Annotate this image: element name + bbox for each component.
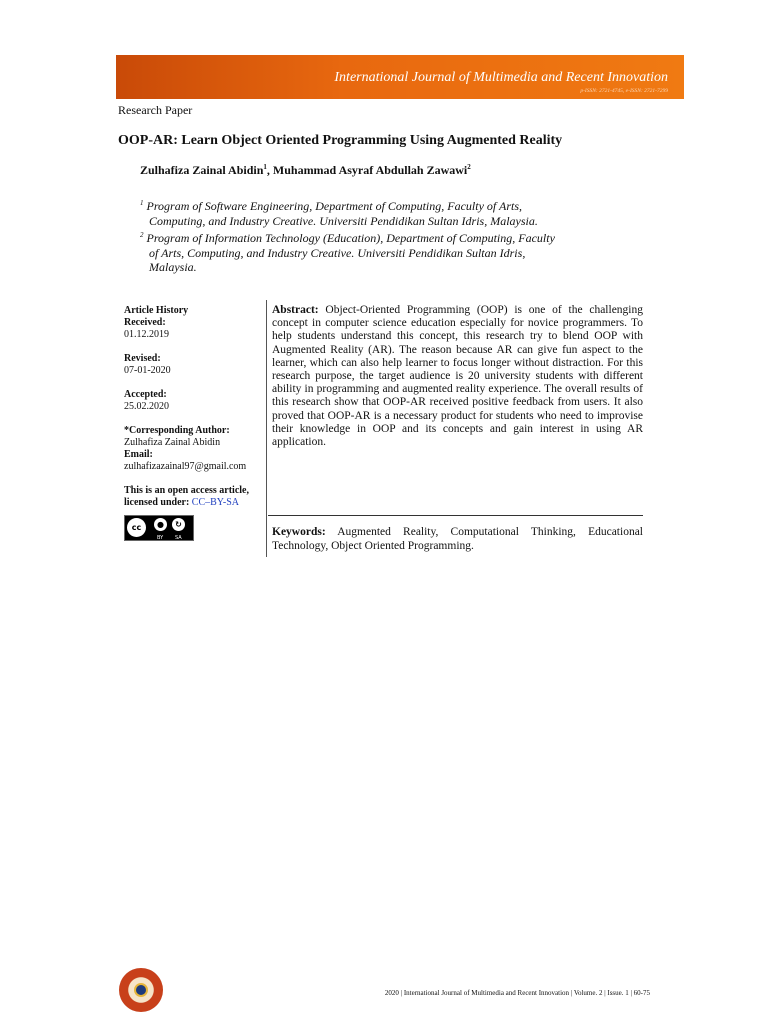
revised-date: 07-01-2020: [124, 365, 171, 376]
affiliation-2: [140, 228, 598, 275]
cc-by-sa-badge[interactable]: [124, 515, 194, 541]
abstract-label: Abstract:: [272, 304, 319, 316]
journal-title: International Journal of Multimedia and Recent Innovation: [334, 70, 668, 85]
author-name: Zulhafiza Zainal Abidin: [140, 163, 264, 177]
corresponding-label: *Corresponding Author:: [124, 425, 230, 436]
author-separator: ,: [266, 163, 273, 177]
affiliation-line: Program of Software Engineering, Department of Computing, Faculty of Arts,: [146, 199, 523, 213]
license-label: licensed under:: [124, 497, 190, 508]
affiliation-sup: 1: [140, 199, 144, 207]
sa-label: SA: [175, 535, 182, 541]
email-address[interactable]: zulhafizazainal97@gmail.com: [124, 461, 247, 472]
revised-label: Revised:: [124, 353, 161, 364]
open-access-note: This is an open access article,: [124, 485, 249, 496]
affiliation-line: of Arts, Computing, and Industry Creative. Universiti Pendidikan Sultan Idris,: [149, 245, 526, 260]
keywords-label: Keywords:: [272, 526, 326, 538]
share-alike-icon: ↻: [172, 518, 185, 531]
license-link[interactable]: CC–BY-SA: [191, 497, 240, 508]
journal-banner: [116, 55, 684, 99]
received-label: Received:: [124, 317, 166, 328]
history-label: Article History: [124, 305, 189, 316]
accepted-label: Accepted:: [124, 389, 167, 400]
by-label: BY: [157, 535, 164, 541]
university-logo: [119, 968, 163, 1012]
email-label: Email:: [124, 449, 153, 460]
author-name: Muhammad Asyraf Abdullah Zawawi: [272, 163, 468, 177]
journal-issn: p-ISSN: 2721-4745, e-ISSN: 2721-7299: [580, 88, 668, 94]
affiliation-sup: 2: [140, 231, 144, 239]
affiliation-line: Program of Information Technology (Education), Department of Computing, Faculty: [146, 231, 555, 245]
keywords-divider: [268, 515, 643, 516]
keywords-text: Augmented Reality, Computational Thinking, Educational Technology, Object Oriented Programming.: [272, 526, 643, 552]
affiliation-line: Malaysia.: [149, 260, 197, 274]
paper-type: Research Paper: [118, 103, 193, 117]
column-divider: [266, 300, 267, 557]
affiliation-1: [140, 196, 598, 228]
author-list: [140, 163, 471, 178]
author-sup: 1: [263, 163, 267, 171]
page-footer: 2020 | International Journal of Multimedia and Recent Innovation | Volume. 2 | Issue. 1 | 60-75: [384, 989, 650, 997]
abstract-text: Object-Oriented Programming (OOP) is one of the challenging concept in computer science education especially for novice programmers. To help students understand this concept, this research try to blend OOP with Augmented Reality (AR). The reason because AR can give fun aspect to the learner, which can also help learner to focus longer without distraction. For this research purpose, the target audience is 20 university students with different ability in programming and augmented reality experience. The overall results of this research show that OOP-AR received positive feedback from users. It also proved that OOP-AR is a necessary product for students who need to improvise their knowledge in OOP and its concepts and gain interest in using AR application.: [272, 304, 643, 449]
corresponding-name: Zulhafiza Zainal Abidin: [124, 437, 221, 448]
attribution-icon: ●: [154, 518, 167, 531]
keywords: [272, 525, 643, 553]
cc-icon: cc: [127, 518, 146, 537]
received-date: 01.12.2019: [124, 329, 169, 340]
paper-title: OOP-AR: Learn Object Oriented Programming Using Augmented Reality: [118, 133, 563, 148]
author-sup: 2: [467, 163, 471, 171]
abstract: [272, 304, 643, 449]
article-history-sidebar: [124, 305, 264, 541]
accepted-date: 25.02.2020: [124, 401, 169, 412]
affiliation-line: Computing, and Industry Creative. Universiti Pendidikan Sultan Idris, Malaysia.: [149, 213, 538, 228]
